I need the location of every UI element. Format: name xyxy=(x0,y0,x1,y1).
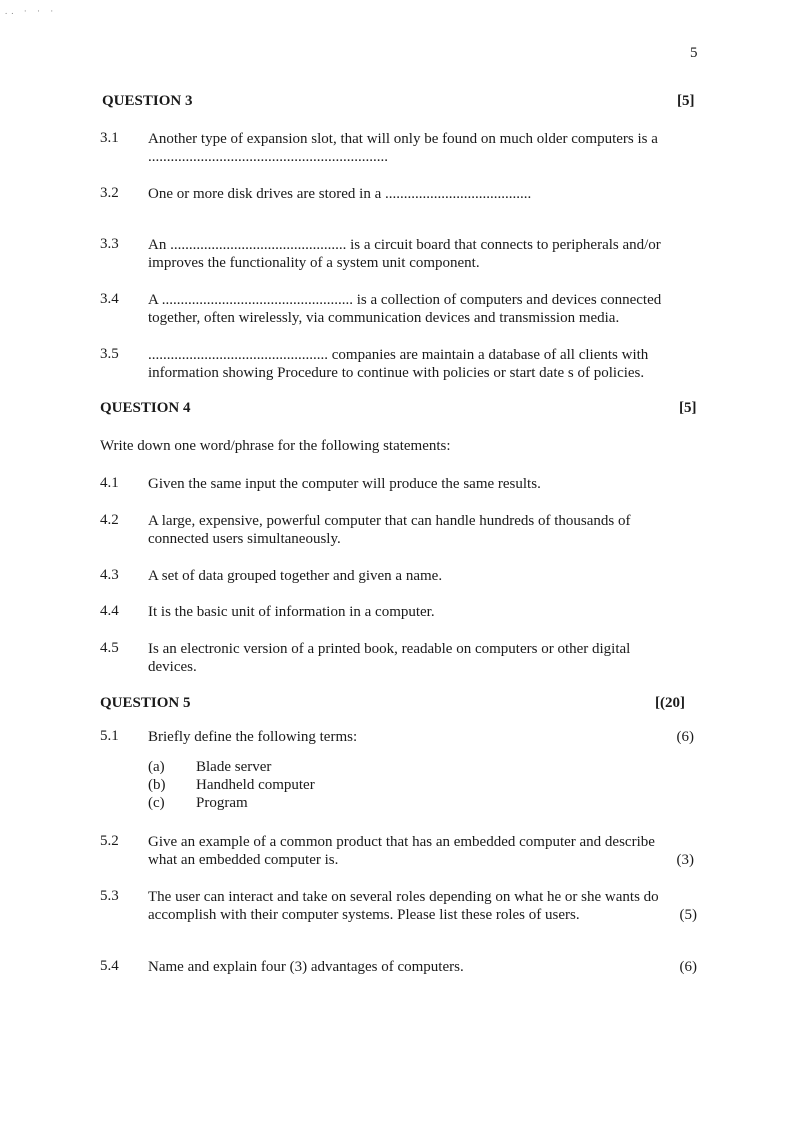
item-number: 5.4 xyxy=(100,958,119,974)
question-3-marks: [5] xyxy=(677,93,695,109)
question-line: Is an electronic version of a printed book, readable on computers or other digital xyxy=(148,641,631,657)
page-number: 5 xyxy=(690,45,698,61)
question-5-title: QUESTION 5 xyxy=(100,695,191,711)
question-text xyxy=(148,236,701,272)
item-number: 4.5 xyxy=(100,640,119,656)
question-text xyxy=(148,603,701,621)
item-number: 3.5 xyxy=(100,346,119,362)
question-4-title: QUESTION 4 xyxy=(100,400,191,416)
question-line: together, often wirelessly, via communication devices and transmission media. xyxy=(148,310,620,326)
item-number: 4.4 xyxy=(100,603,119,619)
item-number: 3.3 xyxy=(100,236,119,252)
question-line: Name and explain four (3) advantages of computers. xyxy=(148,959,464,975)
question-line: ................................................ companies are maintain a database of all clients with xyxy=(148,347,649,363)
question-line: improves the functionality of a system unit component. xyxy=(148,255,480,271)
question-line: Briefly define the following terms: xyxy=(148,729,358,745)
item-number: 3.1 xyxy=(100,130,119,146)
item-marks: (6) xyxy=(676,729,694,745)
question-text xyxy=(148,888,697,924)
item-number: 4.2 xyxy=(100,512,119,528)
question-text xyxy=(148,728,694,746)
item-marks: (3) xyxy=(676,852,694,868)
question-line: A set of data grouped together and given a name. xyxy=(148,568,443,584)
question-text xyxy=(148,567,701,585)
question-text xyxy=(148,346,701,382)
question-line: A ................................................... is a collection of computers and devices connected xyxy=(148,292,662,308)
question-text xyxy=(148,640,701,676)
term-letter: (b) xyxy=(148,777,166,793)
question-text xyxy=(148,475,701,493)
term-letter: (c) xyxy=(148,795,165,811)
question-text xyxy=(148,833,694,869)
question-line: One or more disk drives are stored in a ....................................... xyxy=(148,186,532,202)
question-line: devices. xyxy=(148,659,197,675)
item-marks: (5) xyxy=(679,907,697,923)
question-line: accomplish with their computer systems. Please list these roles of users. xyxy=(148,907,580,923)
term-letter: (a) xyxy=(148,759,165,775)
item-number: 5.2 xyxy=(100,833,119,849)
question-text xyxy=(148,185,701,203)
scan-marks: .. · · · xyxy=(5,6,58,16)
question-line: Given the same input the computer will produce the same results. xyxy=(148,476,541,492)
question-text xyxy=(148,512,701,548)
item-number: 5.1 xyxy=(100,728,119,744)
item-number: 5.3 xyxy=(100,888,119,904)
item-marks: (6) xyxy=(679,959,697,975)
item-number: 4.1 xyxy=(100,475,119,491)
question-line: It is the basic unit of information in a computer. xyxy=(148,604,435,620)
term-text: Handheld computer xyxy=(196,777,315,793)
question-line: information showing Procedure to continue with policies or start date s of policies. xyxy=(148,365,645,381)
question-line: what an embedded computer is. xyxy=(148,852,339,868)
question-line: The user can interact and take on several roles depending on what he or she wants do xyxy=(148,889,659,905)
question-line: Another type of expansion slot, that will only be found on much older computers is a xyxy=(148,131,658,147)
question-line: A large, expensive, powerful computer that can handle hundreds of thousands of xyxy=(148,513,631,529)
question-text xyxy=(148,130,701,166)
question-text xyxy=(148,958,697,976)
term-text: Program xyxy=(196,795,248,811)
question-5-marks: [(20] xyxy=(655,695,685,711)
item-number: 3.2 xyxy=(100,185,119,201)
term-text: Blade server xyxy=(196,759,272,775)
question-4-marks: [5] xyxy=(679,400,697,416)
question-line: Give an example of a common product that has an embedded computer and describe xyxy=(148,834,655,850)
question-line: connected users simultaneously. xyxy=(148,531,341,547)
item-number: 4.3 xyxy=(100,567,119,583)
answer-blank: ................................................................ xyxy=(148,149,388,165)
question-4-intro: Write down one word/phrase for the following statements: xyxy=(100,438,451,454)
question-3-title: QUESTION 3 xyxy=(102,93,193,109)
item-number: 3.4 xyxy=(100,291,119,307)
question-line: An ............................................... is a circuit board that connects to peripherals and/or xyxy=(148,237,661,253)
question-text xyxy=(148,291,701,327)
